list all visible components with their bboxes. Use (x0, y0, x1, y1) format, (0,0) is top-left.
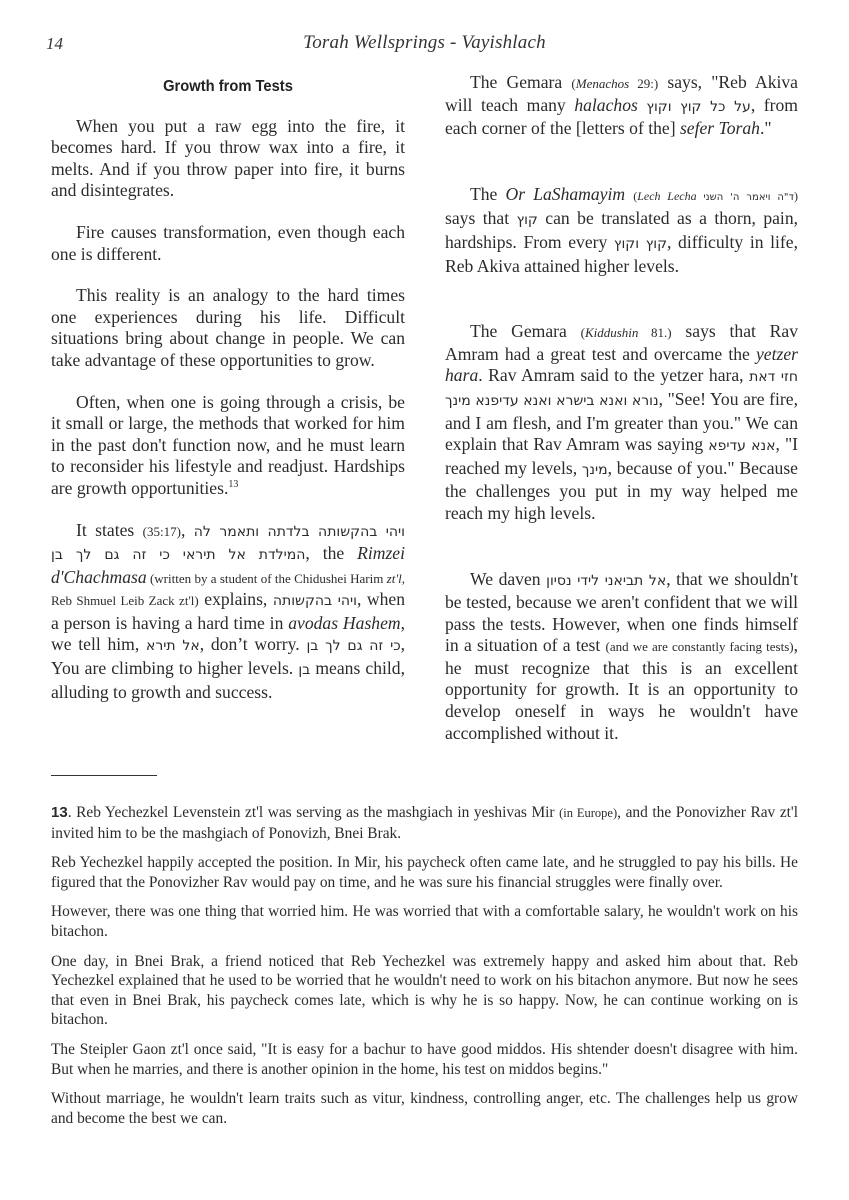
text: , because of you." Because the challenges you put in my way helped me reach my high levels. (445, 457, 798, 523)
paragraph-or-lashamayim (445, 184, 798, 277)
text: , Reb Shmuel Leib Zack zt'l) (51, 570, 405, 609)
text: , "I reached my levels, (445, 434, 798, 478)
book-title: Torah Wellsprings - Vayishlach (303, 32, 546, 53)
text: , when a person is having a hard time in (51, 589, 405, 633)
text: (written by a student of the Chidushei Harim (146, 570, 387, 586)
text: , difficulty in life, Reb Akiva attained higher levels. (445, 231, 798, 276)
text: can be translated as a thorn, pain, hardships. From every (445, 208, 799, 252)
hebrew-word: בן (298, 662, 311, 679)
text: . Rav Amram said to the yetzer hara, (478, 365, 750, 386)
text: says, "Reb Akiva will teach many (445, 72, 798, 115)
text: , from each corner of the [letters of the] (445, 94, 798, 139)
footnote-paragraph: One day, in Bnei Brak, a friend noticed that Reb Yechezkel was extremely happy and asked him about that. Reb Yechezkel explained that he used to be worried that he wouldn't need to work on his bitachon anymore. But now he sees that even in Bnei Brak, his paycheck comes late, which is why he is so happy. Now, he can continue working on is bitachon. (51, 952, 798, 1029)
paragraph-we-daven (445, 569, 798, 745)
footnotes-section (51, 803, 798, 1138)
hebrew-quote: על כל קוץ וקוץ (646, 98, 751, 115)
hebrew-quote: אל תביאני לידי נסיון (546, 572, 667, 589)
hebrew-quote: אל תירא (146, 638, 200, 655)
hebrew-word: קוץ (516, 212, 538, 229)
italic-term: sefer Torah (679, 118, 760, 139)
page-number: 14 (46, 34, 63, 53)
hebrew-quote: אנא עדיפא (708, 438, 776, 455)
text: ." (759, 118, 772, 139)
paragraph-text: Often, when one is going through a crisis, be it small or large, the methods that worked for him in the past don't function now, and he must learn to reconsider his lifestyle and readjust. Hardships are growth opportunities. (51, 391, 405, 498)
source-reference: (Lech Lecha ד"ה ויאמר ה' השני) (633, 188, 798, 203)
left-column (51, 72, 405, 723)
text: , don’t worry. (199, 634, 307, 655)
parenthetical-note: (in Europe) (559, 806, 618, 820)
text: means child, alluding to growth and success. (51, 658, 405, 702)
footnote-paragraph: Without marriage, he wouldn't learn traits such as vitur, kindness, controlling anger, etc. The challenges help us grow and become the best we can. (51, 1090, 798, 1127)
text: , he must recognize that this is an excellent opportunity for growth. It is an opportunity to develop oneself in ways he wouldn't have accomplished without it. (445, 635, 798, 743)
right-column (445, 72, 798, 764)
hebrew-reference: ד"ה ויאמר ה' השני (703, 191, 794, 203)
text: Lech Lecha (637, 188, 697, 203)
footnote-reference-13[interactable]: 13 (228, 479, 239, 491)
hebrew-quote: ויהי בהקשותה (272, 593, 357, 610)
running-header (0, 30, 849, 60)
parenthetical-note: (and we are constantly facing tests) (605, 639, 794, 655)
text: We daven (470, 568, 547, 589)
text: The Gemara (470, 72, 572, 92)
text: The (470, 183, 506, 204)
text: explains, (198, 589, 273, 610)
footnote-paragraph: Reb Yechezkel happily accepted the position. In Mir, his paycheck often came late, and he struggled to pay his bills. He figured that the Ponovizher Rav would pay on time, and he was sure his financial struggles were finally over. (51, 854, 798, 891)
text: Menachos (575, 76, 630, 91)
paragraph-rimzei-dchachmasa (51, 520, 405, 704)
hebrew-quote: כי זה גם לך בן (306, 638, 401, 655)
section-heading: Growth from Tests (163, 78, 293, 95)
text: , that we shouldn't be tested, because we aren't confident that we will pass the tests. However, when one finds himself in a situation of a test (445, 568, 798, 656)
text: , You are climbing to higher levels. (51, 634, 406, 679)
source-reference: (Menachos 29:) (571, 76, 659, 91)
text: , "See! You are fire, and I am flesh, and I'm greater than you." We can explain that Rav Amram was saying (445, 388, 798, 455)
paragraph-hard-times-analogy: This reality is an analogy to the hard times one experiences during his life. Difficult situations bring about change in people. We can take advantage of these opportunities to grow. (51, 285, 405, 370)
text: The Gemara (470, 321, 581, 342)
verse-reference: (35:17) (142, 523, 181, 539)
text: , the (305, 543, 358, 564)
text: Kiddushin (584, 325, 639, 341)
hebrew-quote: ויהי בהקשותה בלדתה ותאמר לה המילדת אל תיראי כי זה גם לך בן (51, 523, 405, 564)
paragraph-rav-amram (445, 321, 798, 524)
source-reference: (Kiddushin 81.) (580, 325, 672, 341)
hebrew-quote: חזי דאת נורא ואנא בישרא ואנא עדיפנא מינך (445, 369, 798, 409)
text: 81. (638, 325, 668, 341)
paragraph-gemara-menachos (445, 72, 798, 140)
paragraph-fire-transformation: Fire causes transformation, even though each one is different. (51, 221, 405, 264)
paragraph-egg-fire: When you put a raw egg into the fire, it becomes hard. If you throw wax into a fire, it melts. And if you throw paper into fire, it burns and disintegrates. (51, 115, 405, 201)
text: , (180, 519, 194, 540)
text: says that (445, 208, 517, 229)
text: It states (76, 519, 143, 540)
footnote-paragraph: However, there was one thing that worried him. He was worried that with a comfortable salary, he wouldn't work on his bitachon. (51, 903, 798, 940)
italic-term: halachos (574, 94, 638, 115)
text: 29: (629, 76, 654, 91)
book-name-italic: Or LaShamayim (505, 183, 626, 204)
text: , and the Ponovizher Rav zt'l invited him to be the mashgiach of Ponovizh, Bnei Brak. (51, 804, 798, 842)
footnote-paragraph: The Steipler Gaon zt'l once said, "It is easy for a bachur to have good middos. His shtender doesn't disagree with him. But when he marries, and there is another opinion in the home, his test on middos begins." (51, 1040, 798, 1078)
italic-term: avodas Hashem (288, 612, 401, 633)
hebrew-quote: קוץ וקוץ (613, 235, 668, 252)
italic-term: yetzer hara (445, 343, 798, 386)
book-name-italic: Rimzei d'Chachmasa (51, 543, 405, 587)
footnote-number: 13 (51, 804, 68, 821)
hebrew-word: מינך (581, 461, 608, 478)
text: . Reb Yechezkel Levenstein zt'l was serving as the mashgiach in yeshivas Mir (67, 804, 560, 821)
text: says that Rav Amram had a great test and overcame the (445, 321, 799, 364)
footnote-13 (51, 803, 798, 843)
text: zt'l (386, 570, 402, 586)
text: , we tell him, (51, 612, 406, 655)
paragraph-crisis (51, 392, 405, 500)
footnote-divider (51, 775, 157, 776)
